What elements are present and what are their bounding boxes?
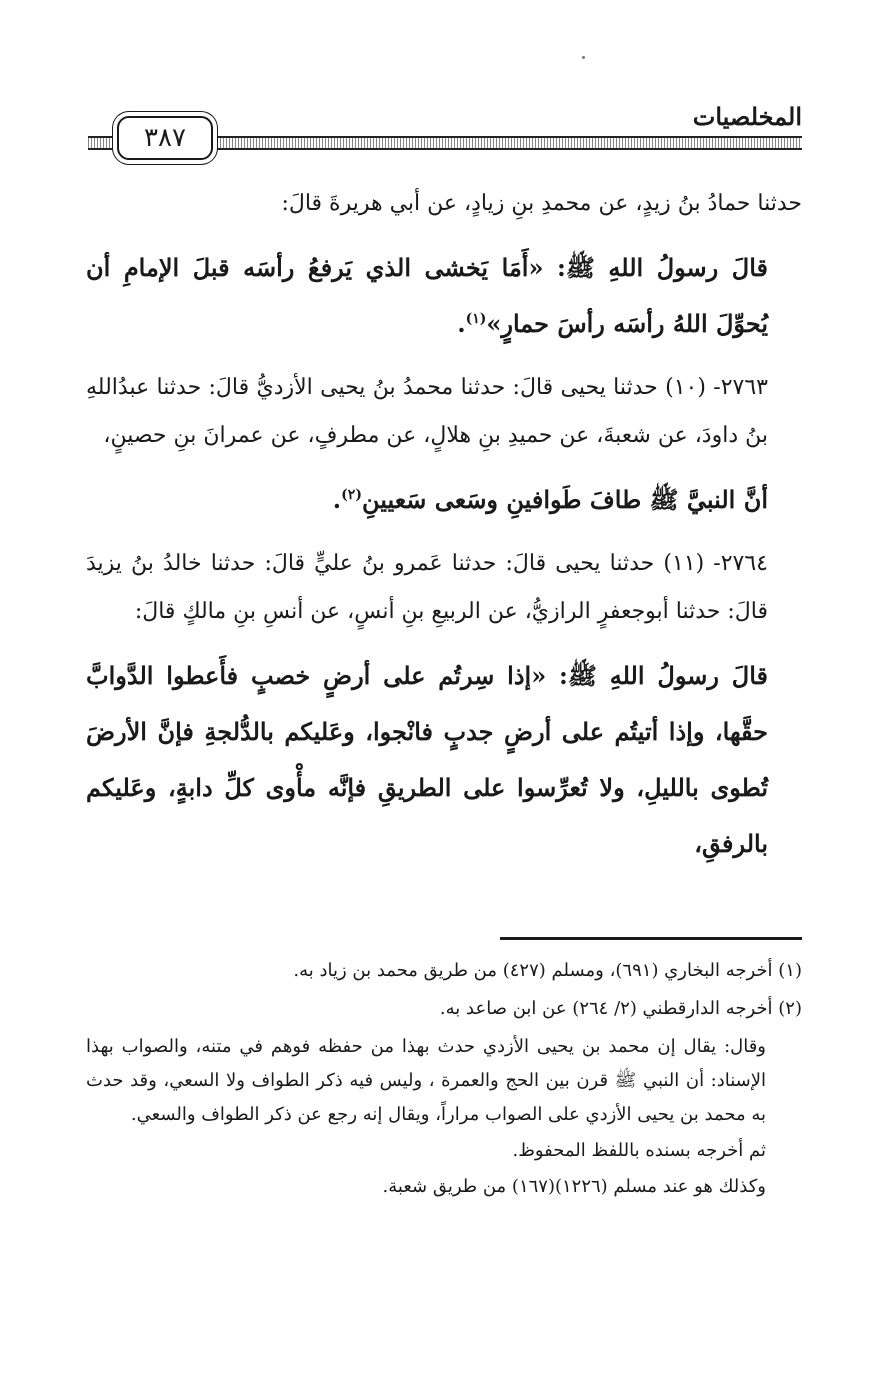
footnote-ref-1: (١) [465,311,487,327]
footnote-2-note: وقال: يقال إن محمد بن يحيى الأزدي حدث بهذا من حفظه فوهم في متنه، والصواب بهذا الإسناد: أن النبي ﷺ قرن بين الحج والعمرة ، وليس فيه ذكر الطواف ولا السعي، وقد حدث به محمد بن يحيى الأزدي على الصواب مراراً، ويقال إنه رجع عن ذكر الطواف والسعي. [86,1036,766,1125]
hadith-text-2-body: أنَّ النبيَّ ﷺ طافَ طَوافينِ وسَعى سَعيينِ [361,485,768,514]
footnote-ref-2: (٢) [341,487,362,503]
hadith-chain-2763: ٢٧٦٣- (١٠) حدثنا يحيى قالَ: حدثنا محمدُ بنُ يحيى الأزديُّ قالَ: حدثنا عبدُاللهِ بنُ داودَ، عن شعبةَ، عن حميدِ بنِ هلالٍ، عن مطرفٍ، عن عمرانَ بنِ حصينٍ، [86,375,768,448]
hadith-text-1-body: قالَ رسولُ اللهِ ﷺ: «أَمَا يَخشى الذي يَرفعُ رأسَه قبلَ الإمامِ أن يُحوِّلَ اللهُ رأسَه رأسَ حمارٍ» [86,253,768,338]
footnote-2: (٢) أخرجه الدارقطني (٢/ ٢٦٤) عن ابن صاعد به. [439,998,802,1019]
footnotes [86,954,802,1206]
main-text [86,180,802,884]
hadith-text-3: قالَ رسولُ اللهِ ﷺ: «إذا سِرتُم على أرضٍ خصبٍ فأَعطوا الدَّوابَّ حقَّها، وإذا أتيتُم على أرضٍ جدبٍ فانْجوا، وعَليكم بالدُّلجةِ فإنَّ الأرضَ تُطوى بالليلِ، ولا تُعرِّسوا على الطريقِ فإنَّه مأْوى كلِّ دابةٍ، وعَليكم بالرفقِ، [86,661,769,858]
footnote-2-note: ثم أخرجه بسنده باللفظ المحفوظ. [512,1140,766,1161]
hadith-text-1: قالَ رسولُ اللهِ ﷺ: «أَمَا يَخشى الذي يَرفعُ رأسَه قبلَ الإمامِ أن يُحوِّلَ اللهُ رأسَه رأسَ حمارٍ»$^{(١)}$. [86,253,768,338]
footnote-separator [500,937,802,940]
hadith-text-2: أنَّ النبيَّ ﷺ طافَ طَوافينِ وسَعى سَعيينِ$^{(٢)}$. [332,485,768,514]
running-header-title: المخلصيات [692,102,802,131]
page-number: ٣٨٧ [144,123,186,153]
page-number-frame [117,116,213,160]
hadith-chain-2764: ٢٧٦٤- (١١) حدثنا يحيى قالَ: حدثنا عَمرو بنُ عليٍّ قالَ: حدثنا خالدُ بنُ يزيدَ قالَ: حدثنا أبوجعفرٍ الرازيُّ، عن الربيعِ بنِ أنسٍ، عن أنسِ بنِ مالكٍ قالَ: [86,551,768,624]
footnote-1: (١) أخرجه البخاري (٦٩١)، ومسلم (٤٢٧) من طريق محمد بن زياد به. [293,960,802,981]
paragraph-chain-continuation: حدثنا حمادُ بنُ زيدٍ، عن محمدِ بنِ زيادٍ، عن أبي هريرةَ قالَ: [281,191,802,216]
page-speck [582,56,585,59]
footnote-2-note: وكذلك هو عند مسلم (١٢٢٦)(١٦٧) من طريق شعبة. [382,1176,766,1197]
